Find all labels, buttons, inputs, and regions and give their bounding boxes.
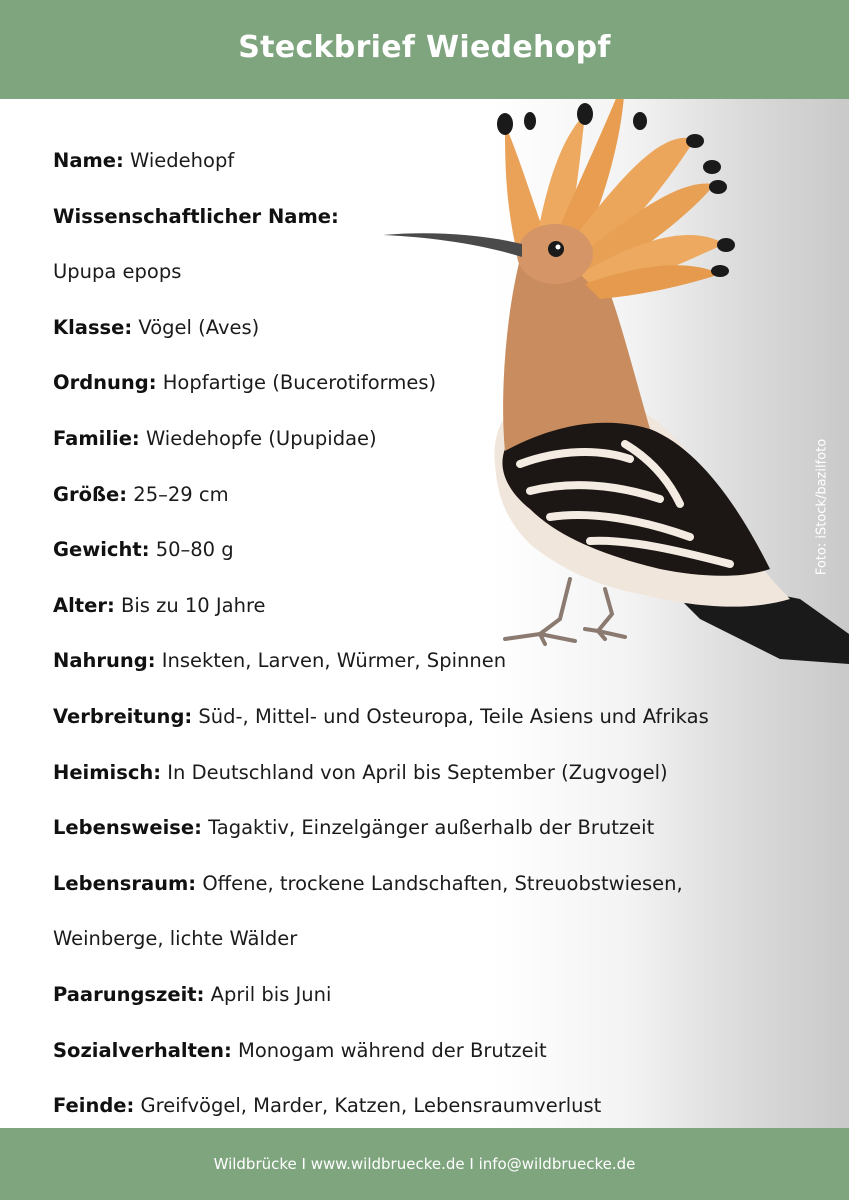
fact-label: Klasse:	[53, 315, 133, 339]
fact-item	[53, 260, 181, 284]
fact-item	[53, 1094, 601, 1118]
fact-label: Familie:	[53, 427, 140, 450]
fact-item	[53, 927, 297, 951]
fact-label: Verbreitung:	[53, 705, 193, 728]
fact-item	[53, 205, 339, 229]
fact-label: Alter:	[53, 593, 115, 617]
fact-label: Lebensraum:	[53, 871, 197, 895]
fact-label: Name:	[53, 149, 124, 172]
fact-value: Offene, trockene Landschaften, Streuobstwiesen,	[202, 871, 683, 895]
page-title: Steckbrief Wiedehopf	[238, 30, 611, 65]
fact-value: In Deutschland von April bis September (Zugvogel)	[167, 760, 668, 784]
fact-label: Sozialverhalten:	[53, 1038, 232, 1062]
fact-label: Nahrung:	[53, 649, 156, 673]
fact-value: Tagaktiv, Einzelgänger außerhalb der Brutzeit	[208, 816, 655, 840]
fact-value: 25–29 cm	[133, 482, 229, 506]
fact-label: Lebensweise:	[53, 816, 202, 840]
fact-value: Greifvögel, Marder, Katzen, Lebensraumverlust	[140, 1094, 602, 1118]
fact-label: Heimisch:	[53, 760, 162, 784]
hoopoe-legs	[505, 579, 625, 644]
fact-value: Insekten, Larven, Würmer, Spinnen	[161, 649, 507, 673]
fact-label: Größe:	[53, 482, 128, 506]
fact-item	[53, 594, 266, 618]
fact-label: Gewicht:	[53, 538, 150, 562]
fact-label: Paarungszeit:	[53, 983, 205, 1006]
fact-value: 50–80 g	[155, 538, 234, 562]
fact-label: Ordnung:	[53, 371, 157, 395]
fact-label: Wissenschaftlicher Name:	[53, 204, 339, 228]
fact-value: Hopfartige (Bucerotiformes)	[162, 371, 437, 395]
hoopoe-beak	[383, 233, 522, 257]
fact-item	[53, 371, 436, 395]
fact-item	[53, 149, 234, 173]
fact-value: Weinberge, lichte Wälder	[53, 927, 298, 951]
photo-credit: Foto: iStock/bazilfoto	[814, 438, 830, 576]
page-header	[0, 0, 849, 99]
fact-item	[53, 705, 709, 729]
fact-item	[53, 427, 377, 451]
footer-contact: Wildbrücke I www.wildbruecke.de I info@wildbruecke.de	[213, 1155, 636, 1173]
fact-item	[53, 761, 668, 785]
page-footer	[0, 1128, 849, 1200]
fact-value: Wiedehopf	[130, 149, 235, 172]
fact-item	[53, 483, 229, 507]
fact-value: Monogam während der Brutzeit	[238, 1038, 547, 1062]
content-area	[0, 99, 849, 1128]
fact-value: Wiedehopfe (Upupidae)	[145, 427, 377, 450]
fact-item	[53, 316, 259, 340]
fact-label: Feinde:	[53, 1094, 135, 1118]
hoopoe-eye	[548, 241, 564, 257]
fact-value: Upupa epops	[53, 260, 182, 284]
fact-item	[53, 538, 234, 562]
fact-item	[53, 872, 683, 896]
fact-value: Süd-, Mittel- und Osteuropa, Teile Asiens und Afrikas	[198, 705, 709, 728]
fact-item	[53, 983, 331, 1007]
fact-item	[53, 649, 506, 673]
fact-value: Vögel (Aves)	[138, 315, 260, 339]
fact-item	[53, 1039, 547, 1063]
fact-item	[53, 816, 654, 840]
fact-value: April bis Juni	[210, 983, 332, 1006]
fact-value: Bis zu 10 Jahre	[120, 593, 266, 617]
